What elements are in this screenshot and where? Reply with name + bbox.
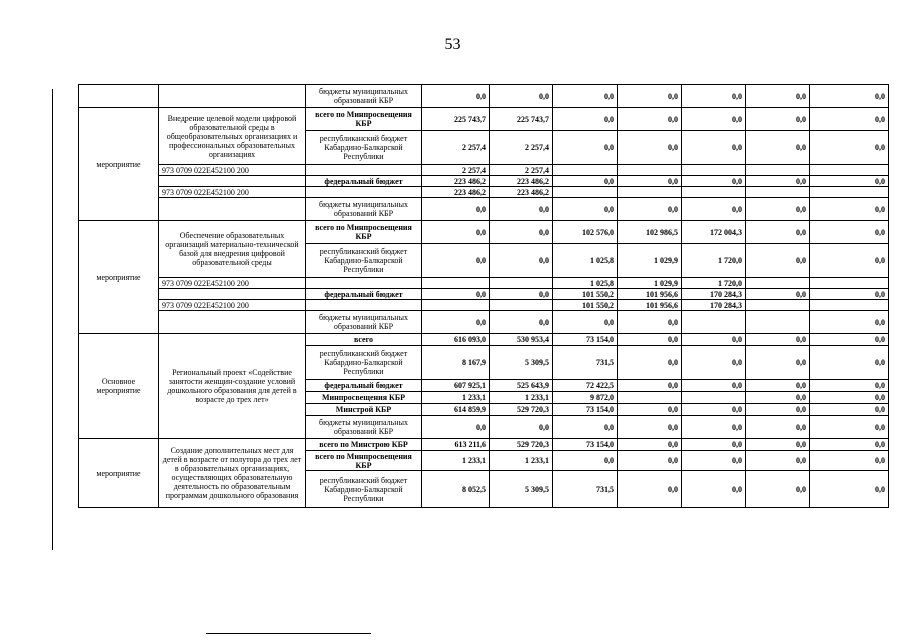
value-cell: 2 257,4 [490, 131, 553, 165]
source-cell: Минстрой КБР [306, 404, 422, 416]
value-cell: 0,0 [810, 380, 889, 392]
value-cell: 529 720,3 [490, 439, 553, 451]
value-cell: 0,0 [682, 176, 746, 187]
table-row [79, 289, 889, 300]
value-cell: 1 720,0 [682, 278, 746, 289]
source-cell: Минпросвещения КБР [306, 392, 422, 404]
value-cell [553, 187, 618, 198]
value-cell: 73 154,0 [553, 334, 618, 346]
value-cell: 0,0 [810, 346, 889, 380]
value-cell [746, 187, 810, 198]
name-cell: Региональный проект «Содействие занятости женщин-создание условий дошкольного образования для детей в возрасте до трех лет» [159, 334, 306, 439]
value-cell: 0,0 [618, 404, 682, 416]
value-cell: 0,0 [810, 311, 889, 334]
value-cell: 0,0 [746, 221, 810, 244]
value-cell [618, 392, 682, 404]
value-cell: 0,0 [810, 439, 889, 451]
type-cell: мероприятие [79, 439, 159, 508]
value-cell [682, 311, 746, 334]
source-cell [306, 278, 422, 289]
name-cell [159, 85, 306, 108]
value-cell: 1 233,1 [422, 451, 490, 471]
table-row [79, 108, 889, 131]
value-cell: 1 233,1 [422, 392, 490, 404]
value-cell: 0,0 [746, 392, 810, 404]
value-cell: 0,0 [810, 244, 889, 278]
value-cell: 0,0 [746, 346, 810, 380]
source-cell: федеральный бюджет [306, 176, 422, 187]
value-cell: 0,0 [553, 85, 618, 108]
source-cell: всего по Минпросвещения КБР [306, 451, 422, 471]
value-cell: 0,0 [746, 244, 810, 278]
value-cell: 0,0 [618, 334, 682, 346]
table-row [79, 176, 889, 187]
code-cell [159, 311, 306, 334]
value-cell: 5 309,5 [490, 471, 553, 508]
code-cell [159, 289, 306, 300]
value-cell: 170 284,3 [682, 300, 746, 311]
value-cell: 0,0 [682, 451, 746, 471]
value-cell: 0,0 [422, 198, 490, 221]
value-cell: 0,0 [746, 451, 810, 471]
budget-table [78, 84, 889, 508]
value-cell [618, 165, 682, 176]
value-cell: 0,0 [553, 198, 618, 221]
value-cell: 616 093,0 [422, 334, 490, 346]
value-cell: 101 956,6 [618, 300, 682, 311]
value-cell: 0,0 [682, 346, 746, 380]
value-cell: 0,0 [746, 108, 810, 131]
value-cell: 1 025,8 [553, 244, 618, 278]
value-cell: 2 257,4 [422, 131, 490, 165]
name-cell: Создание дополнительных мест для детей в возрасте от полутора до трех лет в образовательных организациях, осуществляющих образовательную деятельность по образовательным программам дошкольного образования [159, 439, 306, 508]
value-cell: 0,0 [682, 85, 746, 108]
code-cell [159, 198, 306, 221]
footer-rule [206, 633, 371, 634]
value-cell [553, 165, 618, 176]
value-cell: 0,0 [746, 176, 810, 187]
value-cell: 1 233,1 [490, 451, 553, 471]
value-cell: 0,0 [810, 334, 889, 346]
source-cell: всего по Минстрою КБР [306, 439, 422, 451]
type-cell: Основное мероприятие [79, 334, 159, 439]
value-cell: 0,0 [682, 380, 746, 392]
value-cell [746, 311, 810, 334]
name-cell: Обеспечение образовательных организаций материально-технической базой для внедрения цифровой образовательной среды [159, 221, 306, 278]
value-cell: 0,0 [810, 451, 889, 471]
value-cell: 223 486,2 [490, 176, 553, 187]
type-cell: мероприятие [79, 221, 159, 334]
value-cell: 0,0 [682, 416, 746, 439]
table-row [79, 334, 889, 346]
value-cell: 0,0 [618, 108, 682, 131]
code-cell: 973 0709 022E452100 200 [159, 187, 306, 198]
value-cell: 0,0 [810, 289, 889, 300]
value-cell: 0,0 [422, 289, 490, 300]
value-cell: 1 029,9 [618, 278, 682, 289]
value-cell: 73 154,0 [553, 404, 618, 416]
value-cell: 72 422,5 [553, 380, 618, 392]
source-cell: бюджеты муниципальных образований КБР [306, 198, 422, 221]
source-cell: федеральный бюджет [306, 289, 422, 300]
source-cell [306, 300, 422, 311]
value-cell: 0,0 [618, 471, 682, 508]
value-cell [422, 278, 490, 289]
value-cell [682, 187, 746, 198]
value-cell: 0,0 [618, 416, 682, 439]
source-cell: бюджеты муниципальных образований КБР [306, 85, 422, 108]
value-cell [746, 300, 810, 311]
value-cell: 0,0 [746, 85, 810, 108]
source-cell: республиканский бюджет Кабардино-Балкарской Республики [306, 471, 422, 508]
value-cell: 0,0 [746, 131, 810, 165]
table-row [79, 439, 889, 451]
value-cell: 0,0 [553, 311, 618, 334]
value-cell: 0,0 [682, 334, 746, 346]
source-cell: бюджеты муниципальных образований КБР [306, 311, 422, 334]
value-cell: 9 872,0 [553, 392, 618, 404]
value-cell: 0,0 [553, 176, 618, 187]
value-cell: 0,0 [810, 131, 889, 165]
source-cell: республиканский бюджет Кабардино-Балкарской Республики [306, 131, 422, 165]
table-row [79, 278, 889, 289]
source-cell: всего по Минпросвещения КБР [306, 108, 422, 131]
value-cell: 8 052,5 [422, 471, 490, 508]
source-cell: всего [306, 334, 422, 346]
value-cell: 0,0 [682, 439, 746, 451]
value-cell [422, 300, 490, 311]
value-cell: 0,0 [553, 131, 618, 165]
value-cell: 0,0 [746, 198, 810, 221]
value-cell: 0,0 [618, 311, 682, 334]
table-row [79, 198, 889, 221]
value-cell: 613 211,6 [422, 439, 490, 451]
value-cell: 1 025,8 [553, 278, 618, 289]
value-cell: 0,0 [682, 471, 746, 508]
value-cell: 0,0 [618, 439, 682, 451]
value-cell: 607 925,1 [422, 380, 490, 392]
value-cell: 0,0 [810, 416, 889, 439]
source-cell [306, 165, 422, 176]
value-cell [618, 187, 682, 198]
value-cell: 0,0 [553, 108, 618, 131]
value-cell: 1 233,1 [490, 392, 553, 404]
value-cell: 172 004,3 [682, 221, 746, 244]
code-cell: 973 0709 022E452100 200 [159, 165, 306, 176]
source-cell: всего по Минпросвещения КБР [306, 221, 422, 244]
value-cell: 0,0 [746, 334, 810, 346]
value-cell: 0,0 [810, 108, 889, 131]
value-cell: 223 486,2 [422, 176, 490, 187]
value-cell: 0,0 [618, 85, 682, 108]
type-cell [79, 85, 159, 108]
value-cell: 223 486,2 [422, 187, 490, 198]
value-cell: 5 309,5 [490, 346, 553, 380]
table-row [79, 165, 889, 176]
value-cell: 0,0 [553, 416, 618, 439]
value-cell: 0,0 [618, 346, 682, 380]
value-cell: 0,0 [490, 221, 553, 244]
table-row [79, 187, 889, 198]
value-cell: 225 743,7 [490, 108, 553, 131]
value-cell: 0,0 [618, 451, 682, 471]
value-cell: 0,0 [746, 471, 810, 508]
value-cell: 0,0 [618, 131, 682, 165]
value-cell: 0,0 [810, 404, 889, 416]
value-cell: 0,0 [422, 244, 490, 278]
source-cell: республиканский бюджет Кабардино-Балкарской Республики [306, 346, 422, 380]
value-cell: 1 029,9 [618, 244, 682, 278]
value-cell: 731,5 [553, 346, 618, 380]
value-cell: 0,0 [682, 404, 746, 416]
value-cell: 0,0 [422, 416, 490, 439]
value-cell: 530 953,4 [490, 334, 553, 346]
value-cell: 731,5 [553, 471, 618, 508]
value-cell: 102 986,5 [618, 221, 682, 244]
value-cell: 0,0 [746, 404, 810, 416]
table-row [79, 221, 889, 244]
value-cell: 0,0 [810, 392, 889, 404]
value-cell: 2 257,4 [422, 165, 490, 176]
value-cell: 529 720,3 [490, 404, 553, 416]
value-cell: 2 257,4 [490, 165, 553, 176]
value-cell: 0,0 [490, 85, 553, 108]
code-cell: 973 0709 022E452100 200 [159, 278, 306, 289]
value-cell [490, 278, 553, 289]
value-cell [810, 187, 889, 198]
value-cell [810, 300, 889, 311]
value-cell: 0,0 [422, 311, 490, 334]
type-cell: мероприятие [79, 108, 159, 221]
value-cell: 0,0 [810, 471, 889, 508]
value-cell [746, 278, 810, 289]
value-cell: 0,0 [746, 416, 810, 439]
value-cell: 0,0 [490, 198, 553, 221]
value-cell [810, 165, 889, 176]
source-cell: федеральный бюджет [306, 380, 422, 392]
value-cell: 0,0 [422, 221, 490, 244]
value-cell: 0,0 [682, 198, 746, 221]
value-cell: 223 486,2 [490, 187, 553, 198]
value-cell: 0,0 [810, 221, 889, 244]
value-cell: 8 167,9 [422, 346, 490, 380]
value-cell: 102 576,0 [553, 221, 618, 244]
source-cell [306, 187, 422, 198]
value-cell [682, 165, 746, 176]
value-cell: 1 720,0 [682, 244, 746, 278]
value-cell: 0,0 [618, 198, 682, 221]
value-cell [810, 278, 889, 289]
value-cell: 0,0 [746, 289, 810, 300]
value-cell: 0,0 [618, 176, 682, 187]
value-cell: 101 550,2 [553, 300, 618, 311]
code-cell [159, 176, 306, 187]
value-cell: 0,0 [682, 108, 746, 131]
value-cell: 0,0 [553, 451, 618, 471]
value-cell: 170 284,3 [682, 289, 746, 300]
value-cell: 525 643,9 [490, 380, 553, 392]
value-cell: 0,0 [746, 380, 810, 392]
source-cell: республиканский бюджет Кабардино-Балкарской Республики [306, 244, 422, 278]
value-cell: 0,0 [490, 311, 553, 334]
value-cell: 0,0 [810, 176, 889, 187]
value-cell: 0,0 [810, 198, 889, 221]
table-row [79, 85, 889, 108]
value-cell: 101 550,2 [553, 289, 618, 300]
name-cell: Внедрение целевой модели цифровой образовательной среды в общеобразовательных организациях и профессиональных образовательных организациях [159, 108, 306, 165]
value-cell: 0,0 [682, 131, 746, 165]
value-cell: 614 859,9 [422, 404, 490, 416]
value-cell: 0,0 [746, 439, 810, 451]
code-cell: 973 0709 022E452100 200 [159, 300, 306, 311]
value-cell [682, 392, 746, 404]
table-row [79, 300, 889, 311]
page-number: 53 [444, 36, 461, 53]
value-cell: 0,0 [490, 416, 553, 439]
value-cell: 0,0 [422, 85, 490, 108]
value-cell [746, 165, 810, 176]
margin-line [52, 89, 53, 550]
value-cell: 225 743,7 [422, 108, 490, 131]
source-cell: бюджеты муниципальных образований КБР [306, 416, 422, 439]
value-cell: 73 154,0 [553, 439, 618, 451]
value-cell: 0,0 [490, 244, 553, 278]
value-cell [490, 300, 553, 311]
value-cell: 0,0 [618, 380, 682, 392]
value-cell: 101 956,6 [618, 289, 682, 300]
table-row [79, 311, 889, 334]
value-cell: 0,0 [490, 289, 553, 300]
value-cell: 0,0 [810, 85, 889, 108]
